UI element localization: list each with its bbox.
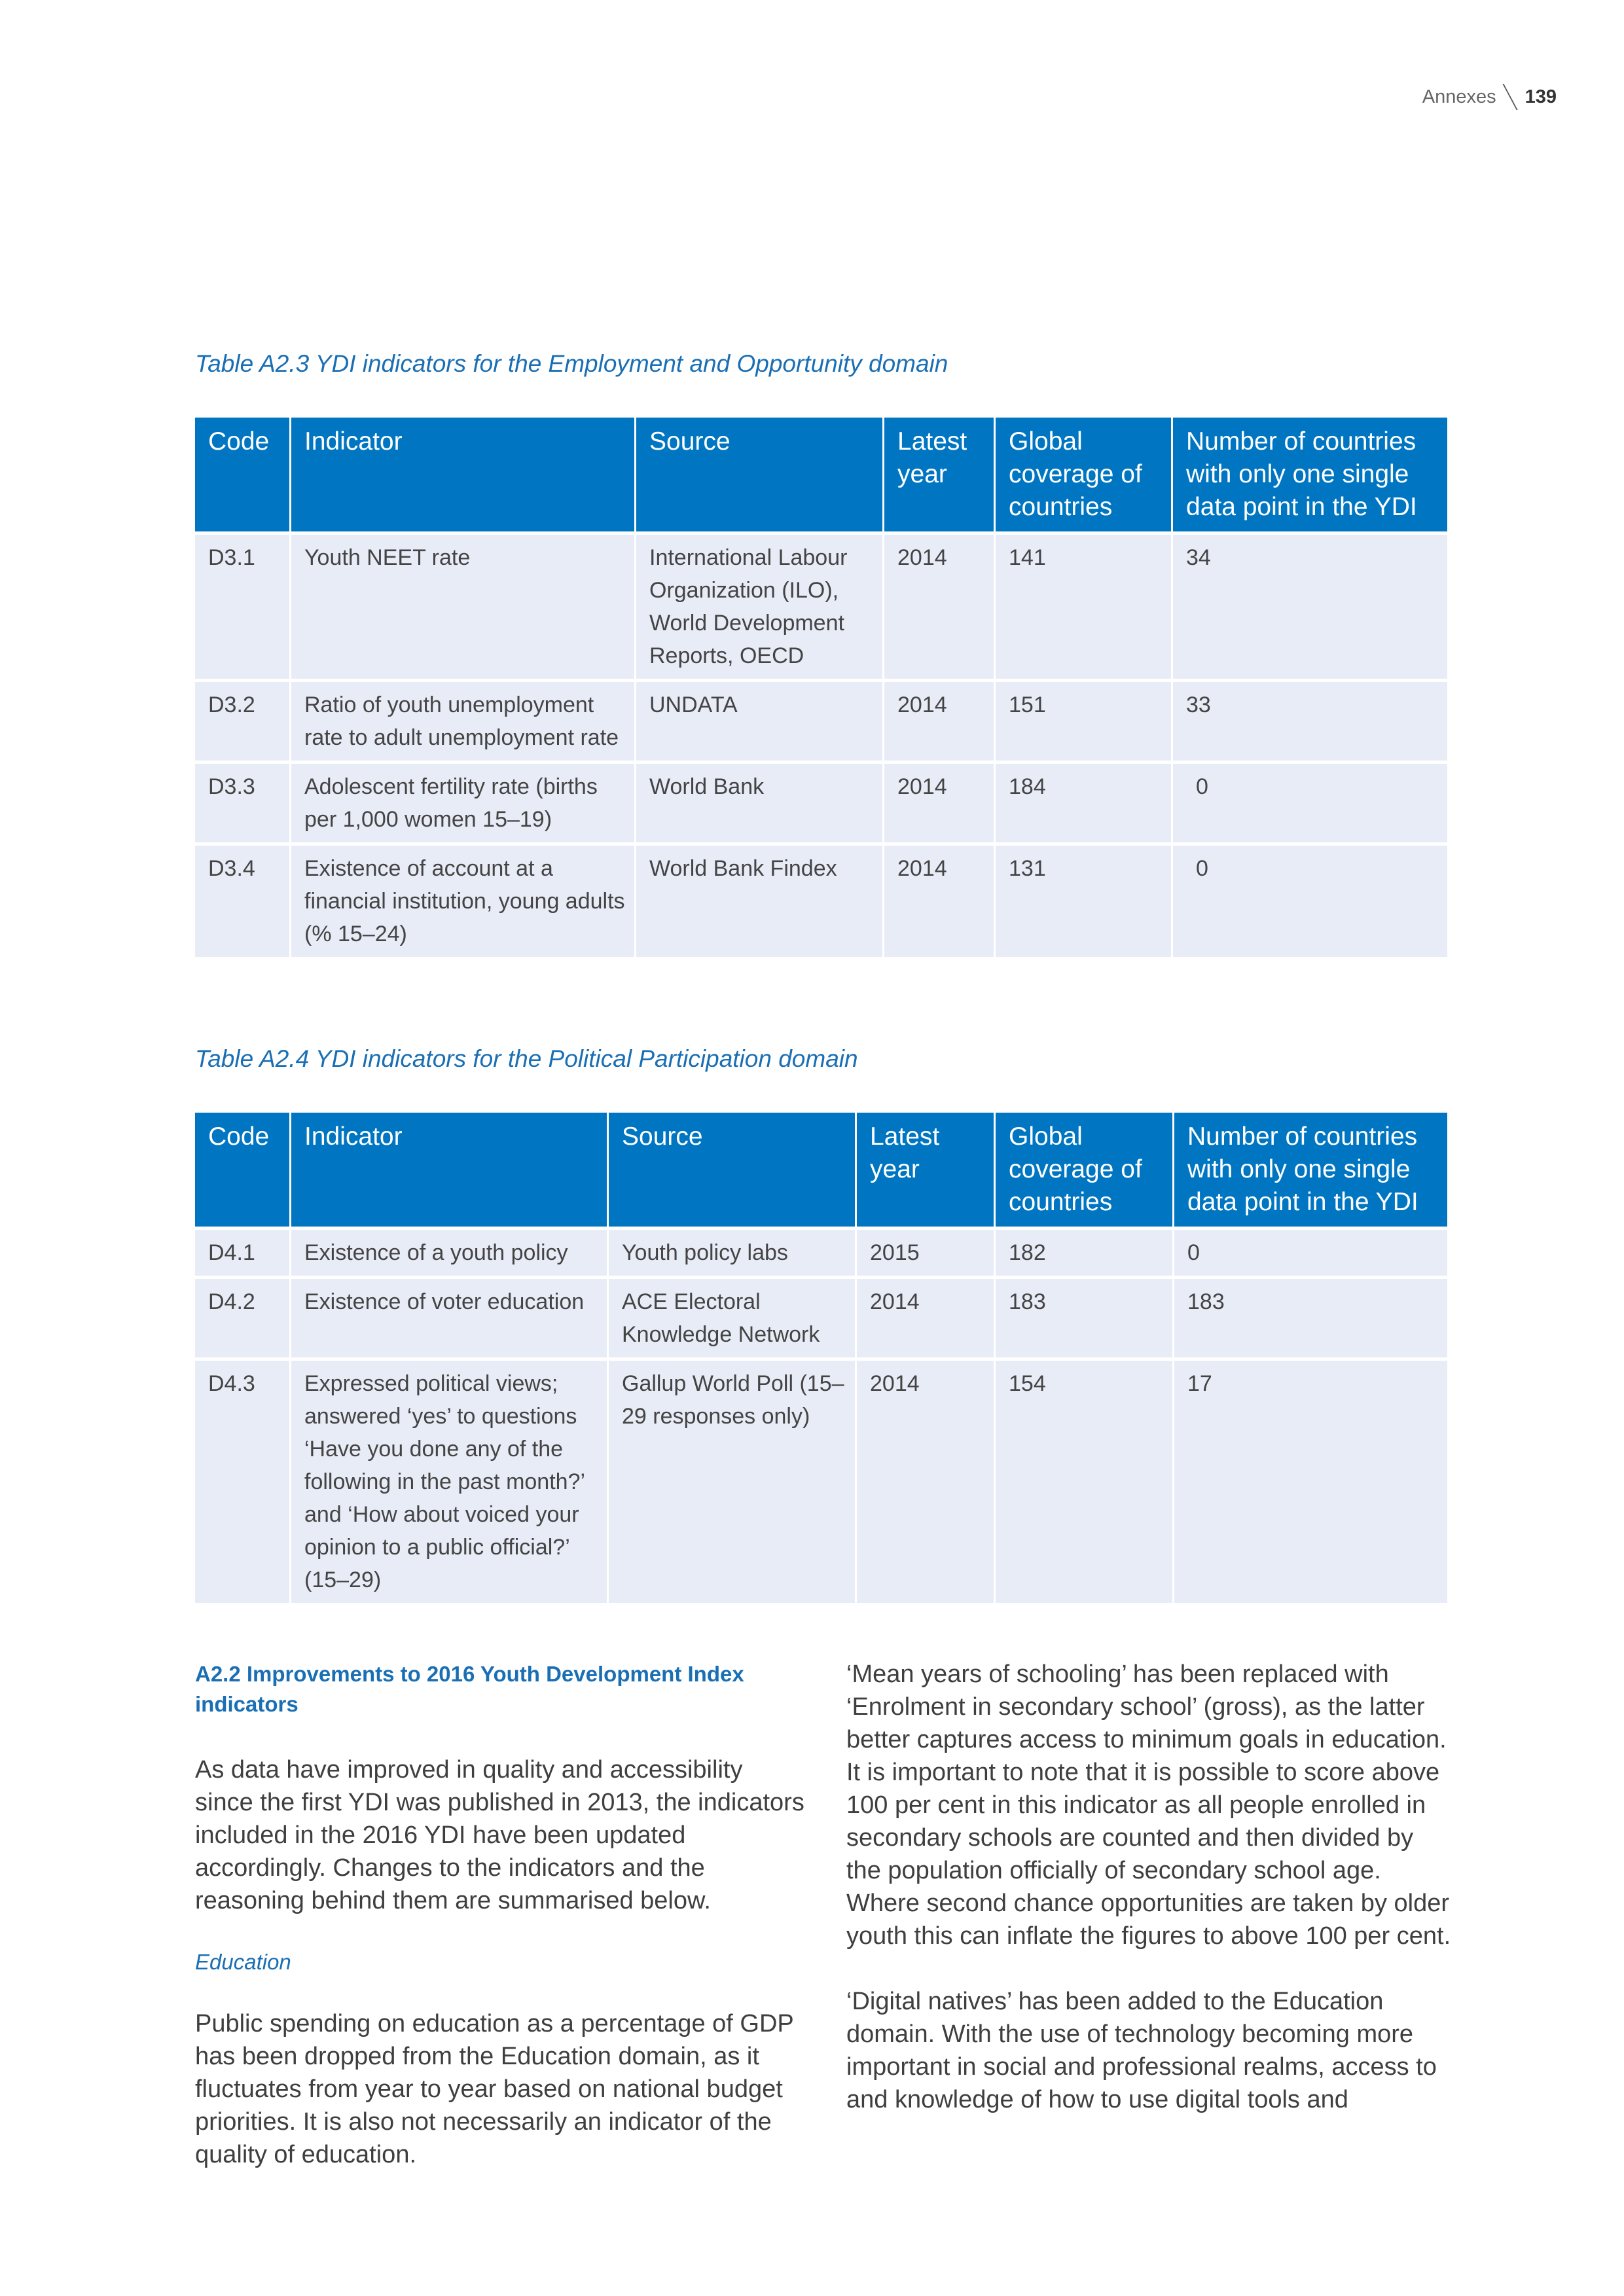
cell-code: D4.3	[195, 1357, 291, 1603]
cell-year: 2014	[884, 842, 996, 957]
cell-coverage: 151	[996, 679, 1173, 761]
cell-coverage: 182	[996, 1227, 1174, 1276]
col-header-indicator: Indicator	[291, 1113, 609, 1227]
cell-code: D3.2	[195, 679, 291, 761]
table-row	[195, 1357, 1447, 1603]
schooling-paragraph: ‘Mean years of schooling’ has been replaced with ‘Enrolment in secondary school’ (gross), as the latter better captures access to minimum goals in education. It is important to note that it is possible to score above 100 per cent in this indicator as all people enrolled in secondary schools are counted and then divided by the population officially of secondary school age. Where second chance opportunities are taken by older youth this can inflate the figures to above 100 per cent.	[846, 1660, 1451, 1950]
cell-source: ACE Electoral Knowledge Network	[609, 1276, 857, 1357]
cell-indicator: Existence of account at a financial institution, young adults (% 15–24)	[291, 842, 636, 957]
cell-coverage: 183	[996, 1276, 1174, 1357]
table-a24-caption: Table A2.4 YDI indicators for the Political Participation domain	[195, 1045, 858, 1072]
cell-coverage: 184	[996, 761, 1173, 842]
col-header-indicator: Indicator	[291, 418, 636, 531]
cell-indicator: Adolescent fertility rate (births per 1,000 women 15–19)	[291, 761, 636, 842]
education-subheading: Education	[195, 1950, 291, 1974]
col-header-single-data-point: Number of countries with only one single data point in the YDI	[1173, 418, 1447, 531]
cell-code: D3.1	[195, 531, 291, 679]
cell-single-point: 33	[1173, 679, 1447, 761]
cell-year: 2014	[884, 679, 996, 761]
table-header-row	[195, 418, 1447, 531]
col-header-global-coverage: Global coverage of countries	[996, 1113, 1174, 1227]
cell-source: World Bank Findex	[636, 842, 884, 957]
cell-source: Youth policy labs	[609, 1227, 857, 1276]
cell-single-point: 17	[1174, 1357, 1447, 1603]
col-header-latest-year: Latest year	[884, 418, 996, 531]
table-a24	[195, 1113, 1447, 1603]
section-label: Annexes	[1422, 86, 1496, 107]
table-row	[195, 679, 1447, 761]
col-header-global-coverage: Global coverage of countries	[996, 418, 1173, 531]
cell-single-point: 0	[1173, 842, 1447, 957]
col-header-source: Source	[636, 418, 884, 531]
table-row	[195, 761, 1447, 842]
cell-year: 2014	[884, 531, 996, 679]
cell-indicator: Existence of voter education	[291, 1276, 609, 1357]
page-number: 139	[1525, 86, 1557, 107]
cell-indicator: Ratio of youth unemployment rate to adult unemployment rate	[291, 679, 636, 761]
col-header-source: Source	[609, 1113, 857, 1227]
table-row	[195, 531, 1447, 679]
col-header-code: Code	[195, 1113, 291, 1227]
cell-year: 2014	[884, 761, 996, 842]
cell-indicator: Existence of a youth policy	[291, 1227, 609, 1276]
section-heading: A2.2 Improvements to 2016 Youth Development Index indicators	[195, 1662, 744, 1716]
cell-coverage: 141	[996, 531, 1173, 679]
header-divider	[1502, 84, 1517, 110]
cell-source: Gallup World Poll (15–29 responses only)	[609, 1357, 857, 1603]
cell-indicator: Youth NEET rate	[291, 531, 636, 679]
cell-code: D3.3	[195, 761, 291, 842]
cell-single-point: 183	[1174, 1276, 1447, 1357]
table-row	[195, 1227, 1447, 1276]
table-row	[195, 842, 1447, 957]
cell-single-point: 0	[1174, 1227, 1447, 1276]
cell-code: D4.1	[195, 1227, 291, 1276]
intro-paragraph: As data have improved in quality and accessibility since the first YDI was published in 2013, the indicators included in the 2016 YDI have been updated accordingly. Changes to the indicators and the reasoning behind them are summarised below.	[195, 1756, 804, 1914]
education-paragraph: Public spending on education as a percentage of GDP has been dropped from the Education domain, as it fluctuates from year to year based on national budget priorities. It is also not necessarily an indicator of the quality of education.	[195, 2010, 794, 2168]
running-header	[1422, 84, 1557, 110]
col-header-latest-year: Latest year	[857, 1113, 996, 1227]
table-a23	[195, 418, 1447, 957]
table-row	[195, 1276, 1447, 1357]
cell-single-point: 34	[1173, 531, 1447, 679]
digital-natives-paragraph: ‘Digital natives’ has been added to the Education domain. With the use of technology becoming more important in social and professional realms, access to and knowledge of how to use digital tools and	[846, 1988, 1437, 2113]
left-column	[195, 1659, 807, 2171]
cell-indicator: Expressed political views; answered ‘yes’ to questions ‘Have you done any of the following in the past month?’ and ‘How about voiced your opinion to a public official?’ (15–29)	[291, 1357, 609, 1603]
right-column	[846, 1658, 1452, 2116]
col-header-single-data-point: Number of countries with only one single data point in the YDI	[1174, 1113, 1447, 1227]
cell-year: 2014	[857, 1357, 996, 1603]
table-a23-caption: Table A2.3 YDI indicators for the Employment and Opportunity domain	[195, 350, 948, 377]
cell-code: D4.2	[195, 1276, 291, 1357]
cell-year: 2015	[857, 1227, 996, 1276]
cell-source: International Labour Organization (ILO), World Development Reports, OECD	[636, 531, 884, 679]
cell-source: World Bank	[636, 761, 884, 842]
cell-coverage: 131	[996, 842, 1173, 957]
cell-single-point: 0	[1173, 761, 1447, 842]
cell-coverage: 154	[996, 1357, 1174, 1603]
cell-year: 2014	[857, 1276, 996, 1357]
table-header-row	[195, 1113, 1447, 1227]
cell-code: D3.4	[195, 842, 291, 957]
col-header-code: Code	[195, 418, 291, 531]
cell-source: UNDATA	[636, 679, 884, 761]
